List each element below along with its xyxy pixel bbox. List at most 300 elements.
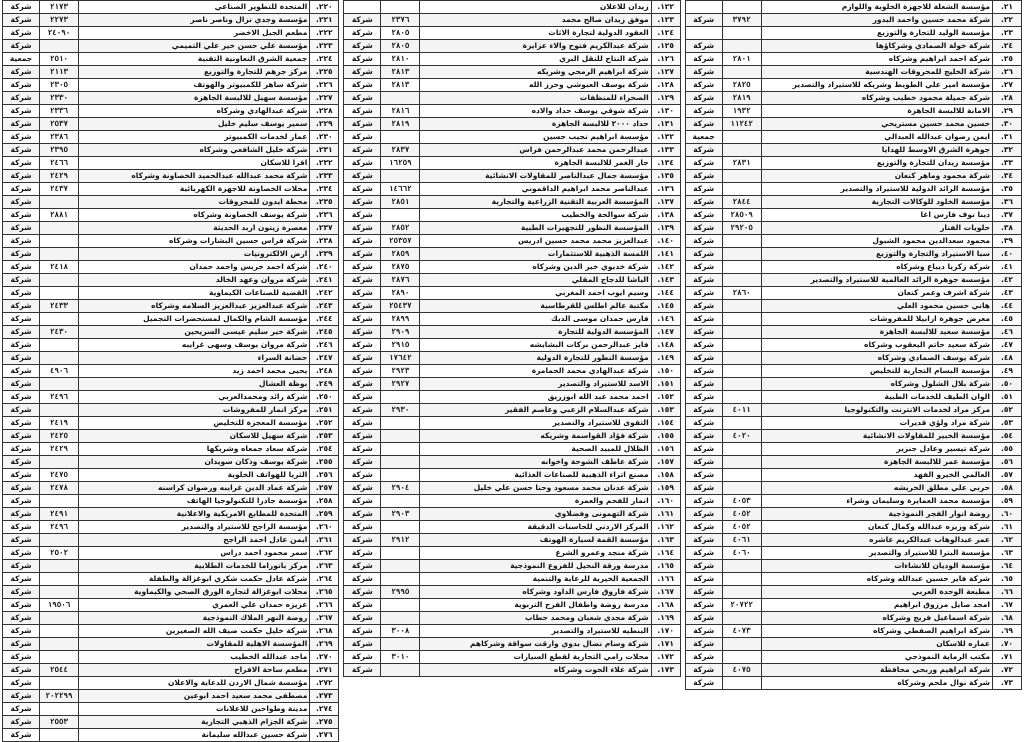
row-number: ٢٤٧. (310, 352, 339, 365)
entity-name: شركة عبدالسلام الزعبي وعاصم الفقير (420, 404, 651, 417)
entity-type: شركة (685, 417, 722, 430)
table-row (3, 677, 339, 690)
entity-type: شركة (3, 287, 40, 300)
entity-name: شركة سعاد جمعاه وشريكها (79, 443, 310, 456)
table-row (3, 131, 339, 144)
registration-code: ٢٥٤٤ (40, 664, 79, 677)
table-row (685, 326, 1021, 339)
entity-name: مطعم الجبل الاخضر (79, 27, 310, 40)
entity-name: حداد ٢٠٠٠ للالبسة الجاهزة (420, 118, 651, 131)
table-row (685, 456, 1021, 469)
entity-type: شركة (3, 378, 40, 391)
registration-code: ٢٨٥٩ (381, 248, 420, 261)
registration-code: ١١٢٤٢ (722, 118, 761, 131)
entity-name: ايمن عادل احمد الراجح (79, 534, 310, 547)
table-row (685, 547, 1021, 560)
table-row (344, 222, 680, 235)
row-number: ٧٣. (993, 677, 1022, 690)
registration-code: ٢٨٧٥ (381, 261, 420, 274)
entity-type: شركة (344, 326, 381, 339)
table-row (685, 14, 1021, 27)
table-row (3, 612, 339, 625)
entity-name: احمد محمد عبد الله ابوزريق (420, 391, 651, 404)
entity-name: مؤسسة امير علي الطويط وشريكه للاستيراد والتصدير (761, 79, 992, 92)
registration-code (722, 378, 761, 391)
registration-code: ٢٨١٣ (381, 79, 420, 92)
entity-type: شركة (3, 560, 40, 573)
entity-name: مؤسسة الخلود للوكالات التجارية (761, 196, 992, 209)
table-row (3, 586, 339, 599)
entity-name: شركة محمد حسين واحمد البدور (761, 14, 992, 27)
table-row (685, 53, 1021, 66)
registration-code: ٢٨٤٤ (722, 196, 761, 209)
entity-name: شركة مروان وعهد الخالد (79, 274, 310, 287)
registration-code: ٢٩٠٣ (381, 508, 420, 521)
table-row (685, 521, 1021, 534)
row-number: ٢٢٢. (310, 27, 339, 40)
registration-code (722, 365, 761, 378)
entity-name: مؤسسة المعجزة للتخليص (79, 417, 310, 430)
entity-name: مركز جرهم للتجارة والتوزيع (79, 66, 310, 79)
entity-type: شركة (344, 521, 381, 534)
registration-code (722, 352, 761, 365)
entity-type: شركة (685, 53, 722, 66)
row-number: ٢٣٦. (310, 209, 339, 222)
row-number: ٢٣٨. (310, 235, 339, 248)
entity-name: معصرة زيتون اربد الحديثة (79, 222, 310, 235)
entity-name: مؤسسة الشعلة للاجهزة الخلوية واللوازم (761, 1, 992, 14)
entity-name: القضية للصناعات الكيماوية (79, 287, 310, 300)
table-row (685, 391, 1021, 404)
table-row (685, 209, 1021, 222)
table-row (344, 651, 680, 664)
table-row (685, 287, 1021, 300)
row-number: ١٢٤. (651, 27, 680, 40)
entity-type: شركة (3, 1, 40, 14)
row-number: ٢٥٠. (310, 391, 339, 404)
row-number: ٢٤٥. (310, 326, 339, 339)
entity-type: شركة (685, 573, 722, 586)
entity-name: مدينة وطواحين للاعلانات (79, 703, 310, 716)
row-number: ١٥٤. (651, 417, 680, 430)
row-number: ٢٥٨. (310, 495, 339, 508)
row-number: ١٤٩. (651, 352, 680, 365)
row-number: ٣٦. (993, 196, 1022, 209)
row-number: ٢٣٣. (310, 170, 339, 183)
table-row (3, 729, 339, 742)
row-number: ١٣١. (651, 118, 680, 131)
table-row (685, 599, 1021, 612)
registration-code: ٢٤٩٦ (40, 391, 79, 404)
entity-name: المؤسسة الاهلية للمقاولات (79, 638, 310, 651)
entity-name: روضة النهر الملاك النموذجية (79, 612, 310, 625)
entity-name: جوهرة الشرق الاوسط للهدايا (761, 144, 992, 157)
registration-code: ٢٩٠٩ (381, 326, 420, 339)
entity-name: شركة عبدالهادي وشركاه (79, 105, 310, 118)
row-number: ٣٩. (993, 235, 1022, 248)
entity-type: شركة (3, 417, 40, 430)
table-row (685, 560, 1021, 573)
table-row (344, 287, 680, 300)
row-number: ٦١. (993, 521, 1022, 534)
row-number: ٢٦٣. (310, 560, 339, 573)
entity-name: مؤسسة وجدي نزال وناصر ناصر (79, 14, 310, 27)
entity-type: شركة (344, 196, 381, 209)
entity-name: مؤسسة عمر للالبسة الجاهزة (761, 456, 992, 469)
entity-type: شركة (3, 14, 40, 27)
entity-type: شركة (344, 170, 381, 183)
row-number: ٢٣٩. (310, 248, 339, 261)
registration-code (722, 391, 761, 404)
row-number: ٥٨. (993, 482, 1022, 495)
row-number: ٢٢٣. (310, 40, 339, 53)
registry-table (685, 0, 1022, 690)
table-row (685, 235, 1021, 248)
table-row (344, 300, 680, 313)
entity-type: شركة (344, 638, 381, 651)
registration-code: ٣٠١٠ (381, 651, 420, 664)
entity-type: شركة (344, 469, 381, 482)
table-row (3, 495, 339, 508)
row-number: ٢٦٧. (310, 612, 339, 625)
entity-type: شركة (344, 53, 381, 66)
entity-name: بوظة العشال (79, 378, 310, 391)
entity-name: شركة فراس حسين البشارات وشركاه (79, 235, 310, 248)
registration-code (722, 144, 761, 157)
row-number: ٢٢٤. (310, 53, 339, 66)
row-number: ٧٢. (993, 664, 1022, 677)
entity-name: شركة ابراهيم وربحي محافظة (761, 664, 992, 677)
entity-type: شركة (3, 170, 40, 183)
table-row (344, 586, 680, 599)
row-number: ١٤٨. (651, 339, 680, 352)
row-number: ١٣٣. (651, 144, 680, 157)
table-row (3, 651, 339, 664)
registration-code (722, 170, 761, 183)
entity-name: حربي علي مطلق الخريشه (761, 482, 992, 495)
row-number: ١٥٥. (651, 430, 680, 443)
row-number: ٢٥٦. (310, 469, 339, 482)
entity-type: شركة (344, 14, 381, 27)
table-row (3, 391, 339, 404)
row-number: ٦٤. (993, 560, 1022, 573)
entity-name: شركة احمد خريس واحمد حمدان (79, 261, 310, 274)
entity-type: شركة (685, 40, 722, 53)
entity-type: شركة (685, 378, 722, 391)
registration-code (40, 625, 79, 638)
row-number: ١٢٢. (651, 1, 680, 14)
row-number: ١٥١. (651, 378, 680, 391)
table-row (344, 482, 680, 495)
entity-type: شركة (344, 547, 381, 560)
row-number: ١٢٧. (651, 66, 680, 79)
registration-code: ٢٣٨٦ (40, 131, 79, 144)
table-row (344, 196, 680, 209)
entity-name: المركز الاردني للحاسبات الدقيقة (420, 521, 651, 534)
registration-code (381, 131, 420, 144)
entity-type: شركة (3, 391, 40, 404)
entity-name: مؤسسة البترا للاستيراد والتصدير (761, 547, 992, 560)
registration-code: ٢٤٢٩ (40, 170, 79, 183)
row-number: ٢٥٥. (310, 456, 339, 469)
entity-type: شركة (3, 92, 40, 105)
registration-code: ٢٣٣٦ (40, 105, 79, 118)
table-row (3, 261, 339, 274)
row-number: ١٥٣. (651, 404, 680, 417)
entity-name: الثريا للهواتف الخلوية (79, 469, 310, 482)
registration-code: ٢٨٠٥ (381, 40, 420, 53)
entity-type: شركة (344, 157, 381, 170)
row-number: ٢٤٣. (310, 300, 339, 313)
registration-code (722, 261, 761, 274)
registration-code (722, 638, 761, 651)
registration-code (381, 1, 420, 14)
registration-code: ٢٣٩٥ (40, 144, 79, 157)
registration-code: ٣٠٠٨ (381, 625, 420, 638)
registration-code (722, 586, 761, 599)
registration-code: ٤٠٧٣ (722, 625, 761, 638)
entity-type: شركة (3, 313, 40, 326)
row-number: ٢٦٥. (310, 586, 339, 599)
row-number: ١٤٦. (651, 313, 680, 326)
registration-code: ٢٨٥٢ (381, 222, 420, 235)
row-number: ٢٧١. (310, 664, 339, 677)
table-row (3, 53, 339, 66)
table-row (685, 586, 1021, 599)
registration-code: ٢٨٣١ (722, 157, 761, 170)
table-row (344, 118, 680, 131)
entity-name: ماجد عبدالله الخطيب (79, 651, 310, 664)
row-number: ٤٩. (993, 365, 1022, 378)
row-number: ١٦٥. (651, 560, 680, 573)
entity-name: الامانة للالبسة الجاهزة (761, 105, 992, 118)
registration-code (40, 248, 79, 261)
row-number: ٢٧٤. (310, 703, 339, 716)
entity-type: شركة (685, 599, 722, 612)
table-row (685, 677, 1021, 690)
entity-type: شركة (344, 261, 381, 274)
table-row (344, 248, 680, 261)
row-number: ٢٥٩. (310, 508, 339, 521)
table-row (344, 599, 680, 612)
row-number: ١٣٤. (651, 157, 680, 170)
registration-code: ٢٤٣٧ (40, 183, 79, 196)
entity-type: شركة (685, 235, 722, 248)
entity-name: عمار لخدمات الكمبيوتر (79, 131, 310, 144)
entity-type: شركة (344, 625, 381, 638)
registry-table (2, 0, 339, 742)
entity-type: شركة (3, 729, 40, 742)
row-number: ٥٩. (993, 495, 1022, 508)
entity-name: مؤسسة الراجح للاستيراد والتصدير (79, 521, 310, 534)
row-number: ٢٢٧. (310, 92, 339, 105)
row-number: ٢١. (993, 1, 1022, 14)
entity-name: شركة اسماعيل فريج وشركاه (761, 612, 992, 625)
registration-code: ٤٠٥٣ (722, 495, 761, 508)
row-number: ٦٥. (993, 573, 1022, 586)
registration-code: ٢٩٩٥ (381, 586, 420, 599)
row-number: ١٦٧. (651, 586, 680, 599)
entity-name: شركة فاروق فارس الداود وشركاه (420, 586, 651, 599)
row-number: ٤٦. (993, 326, 1022, 339)
entity-name: امجد صايل مرزوق ابراهيم (761, 599, 992, 612)
entity-name: شركة علاء الحوت وشركاه (420, 664, 651, 677)
entity-type: شركة (3, 261, 40, 274)
entity-name: شركة سوالحة والخطيب (420, 209, 651, 222)
entity-name: مدرسة ورقة النحيل للفروع النموذجية (420, 560, 651, 573)
table-row (685, 144, 1021, 157)
row-number: ٧٠. (993, 638, 1022, 651)
entity-name: مطعم ساحة الافراح (79, 664, 310, 677)
row-number: ٢٦١. (310, 534, 339, 547)
row-number: ١٦٤. (651, 547, 680, 560)
table-row (344, 469, 680, 482)
table-row (344, 508, 680, 521)
entity-name: شركة خديوي خير الدين وشركاه (420, 261, 651, 274)
entity-name: عبدالناصر محمد ابراهيم الداقموني (420, 183, 651, 196)
entity-type: شركة (344, 534, 381, 547)
row-number: ٧١. (993, 651, 1022, 664)
entity-type: شركة (344, 612, 381, 625)
entity-type: شركة (685, 612, 722, 625)
row-number: ١٤٢. (651, 261, 680, 274)
table-row (685, 157, 1021, 170)
entity-type: شركة (3, 404, 40, 417)
entity-name: شركة محمود وماهر كنعان (761, 170, 992, 183)
registration-code: ٢٥٠٢ (40, 547, 79, 560)
entity-name: مكتب الرماية النموذجي (761, 651, 992, 664)
entity-name: البنطيه للاستيراد والتصدير (420, 625, 651, 638)
entity-type: شركة (344, 339, 381, 352)
row-number: ٢٤٦. (310, 339, 339, 352)
registration-code: ٢٨٧٦ (381, 274, 420, 287)
entity-type (685, 27, 722, 40)
entity-name: شركة خليل الشافعي وشركاه (79, 144, 310, 157)
entity-name: شركة يوسف الخصاونة وشركاه (79, 209, 310, 222)
entity-name: الاسد للاستيراد والتصدير (420, 378, 651, 391)
row-number: ١٢٦. (651, 53, 680, 66)
entity-name: هاني حسين محمود العلي (761, 300, 992, 313)
entity-name: سبا الاستيراد والتجارة والتوزيع (761, 248, 992, 261)
entity-name: شركة يوسف وذكان سويدان (79, 456, 310, 469)
table-row (344, 14, 680, 27)
entity-name: فارس حمدان موسى الدبك (420, 313, 651, 326)
table-row (3, 664, 339, 677)
row-number: ٣٧. (993, 209, 1022, 222)
registration-code (722, 573, 761, 586)
entity-type: شركة (685, 508, 722, 521)
row-number: ١٥٨. (651, 469, 680, 482)
entity-name: مؤسسة زيدان للتجارة والتوزيع (761, 157, 992, 170)
table-row (344, 66, 680, 79)
entity-type: شركة (344, 287, 381, 300)
row-number: ١٥٢. (651, 391, 680, 404)
entity-name: سمر محمود احمد دراس (79, 547, 310, 560)
row-number: ٥١. (993, 391, 1022, 404)
entity-name: مؤسسة جمال عبدالناصر للمقاولات الانشائية (420, 170, 651, 183)
entity-name: شركة فايز حسين عبدالله وشركاه (761, 573, 992, 586)
entity-type: شركة (3, 40, 40, 53)
registration-code (381, 391, 420, 404)
entity-type: شركة (344, 79, 381, 92)
entity-name: شركة بلال الشلول وشركاه (761, 378, 992, 391)
registration-code: ٢٤٢٥ (40, 430, 79, 443)
entity-type: شركة (3, 27, 40, 40)
entity-type: شركة (685, 651, 722, 664)
table-row (3, 274, 339, 287)
table-row (3, 92, 339, 105)
row-number: ٢٣١. (310, 144, 339, 157)
entity-type (344, 1, 381, 14)
registration-code: ٢٥٥٣ (40, 716, 79, 729)
entity-type: شركة (685, 677, 722, 690)
entity-name: مصنع اتراء الذهبية للصناعات الغذائية (420, 469, 651, 482)
registration-code: ٢٤٦٦ (40, 157, 79, 170)
registration-code: ٢٤٩٦ (40, 521, 79, 534)
row-number: ١٥٦. (651, 443, 680, 456)
entity-type: شركة (344, 118, 381, 131)
registration-code (40, 313, 79, 326)
row-number: ٢٦. (993, 66, 1022, 79)
entity-name: عمر عبدالوهاب عبدالكريم عاشره (761, 534, 992, 547)
table-row (685, 339, 1021, 352)
entity-type: شركة (685, 222, 722, 235)
table-row (3, 365, 339, 378)
entity-name: مؤسسة محمد العمايرة وسليمان وشراء (761, 495, 992, 508)
row-number: ١٢٨. (651, 79, 680, 92)
row-number: ٥٧. (993, 469, 1022, 482)
entity-type: شركة (685, 404, 722, 417)
registration-code (381, 456, 420, 469)
table-row (685, 170, 1021, 183)
entity-type: شركة (344, 313, 381, 326)
registration-code: ١٩٣٢ (722, 105, 761, 118)
entity-type: شركة (3, 183, 40, 196)
registration-code (381, 664, 420, 677)
entity-name: مكتبة عالم اطلس للقرطاسية (420, 300, 651, 313)
entity-name: شركة زكريا ديباع وشركاه (761, 261, 992, 274)
entity-name: شركة النتاج للنقل البري (420, 53, 651, 66)
entity-name: شركة التهمونى وفضلاوي (420, 508, 651, 521)
entity-type: شركة (3, 326, 40, 339)
entity-type: شركة (344, 599, 381, 612)
entity-type: شركة (685, 469, 722, 482)
table-row (3, 573, 339, 586)
table-row (3, 326, 339, 339)
entity-name: اقرا للاسكان (79, 157, 310, 170)
entity-type: شركة (685, 14, 722, 27)
entity-name: مؤسسة الوليد للتجارة والتوزيع (761, 27, 992, 40)
entity-type: شركة (685, 560, 722, 573)
entity-type: شركة (344, 456, 381, 469)
entity-type: شركة (344, 560, 381, 573)
entity-name: اللمسة الذهبية للاستثمارات (420, 248, 651, 261)
row-number: ٦٦. (993, 586, 1022, 599)
registration-code (722, 417, 761, 430)
row-number: ١٢٥. (651, 40, 680, 53)
registry-column-right (685, 0, 1022, 687)
entity-name: شركة ساهر للكمبيوتر والهوتف (79, 79, 310, 92)
row-number: ٢٦٨. (310, 625, 339, 638)
table-row (685, 313, 1021, 326)
registration-code (722, 131, 761, 144)
registry-column-middle (343, 0, 680, 674)
entity-type: شركة (3, 365, 40, 378)
table-row (344, 313, 680, 326)
entity-type: شركة (3, 79, 40, 92)
table-row (344, 79, 680, 92)
row-number: ٢٥٢. (310, 417, 339, 430)
